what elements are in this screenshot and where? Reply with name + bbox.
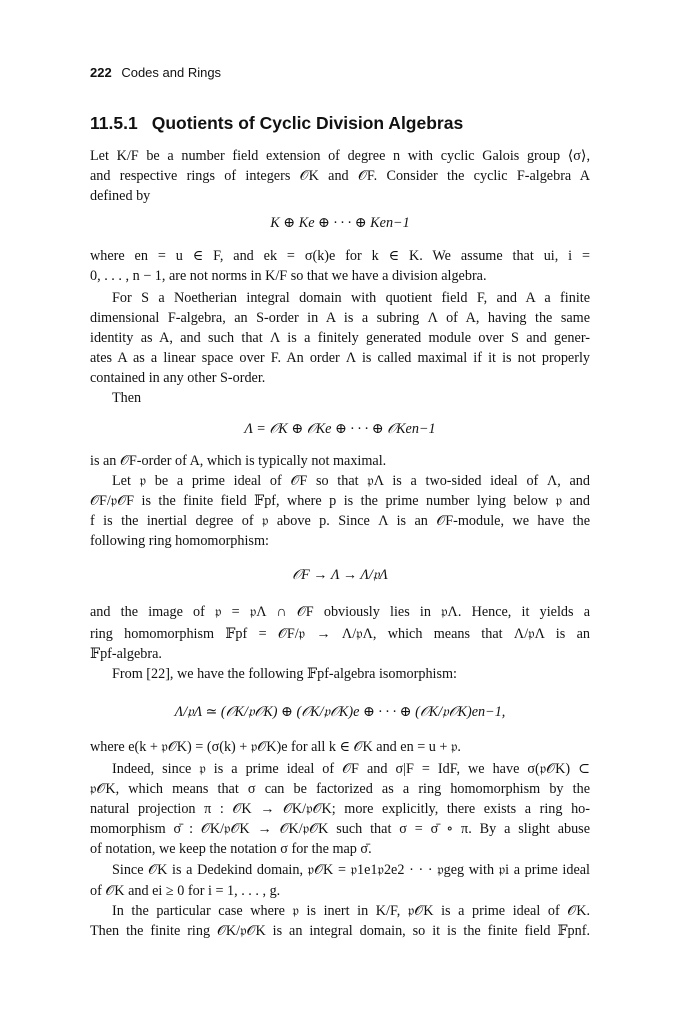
text-line: 0, . . . , n − 1, are not norms in K/F so that we have a division algebra. <box>90 268 487 284</box>
text-line: contained in any other S-order. <box>90 370 266 386</box>
text-line: Since 𝒪K is a Dedekind domain, 𝔭𝒪K = 𝔭1e1𝔭2e2 · · · 𝔭geg with 𝔭i a prime ideal <box>112 862 590 878</box>
text-line: and the image of 𝔭 = 𝔭Λ ∩ 𝒪F obviously lies in 𝔭Λ. Hence, it yields a <box>90 604 590 620</box>
text-line: Let 𝔭 be a prime ideal of 𝒪F so that 𝔭Λ is a two-sided ideal of Λ, and <box>112 473 590 489</box>
text-line: For S a Noetherian integral domain with quotient field F, and A a finite <box>112 290 590 306</box>
text-line: identity as A, and such that Λ is a finitely generated module over S and gener- <box>90 330 590 346</box>
text-line <box>90 665 590 683</box>
display-equation: K ⊕ Ke ⊕ · · · ⊕ Ken−1 <box>270 215 410 231</box>
text-line: natural projection π : 𝒪K → 𝒪K/𝔭𝒪K; more explicitly, there exists a ring ho- <box>90 801 590 817</box>
running-header <box>90 65 221 80</box>
text-line: following ring homomorphism: <box>90 533 269 549</box>
book-page <box>90 0 590 1024</box>
text-line: Then the finite ring 𝒪K/𝔭𝒪K is an integral domain, so it is the finite field 𝔽pnf. <box>90 923 590 939</box>
text-line: 𝔭𝒪K, which means that σ can be factorized as a ring homomorphism by the <box>90 781 590 797</box>
text-line: 𝒪F/𝔭𝒪F is the finite field 𝔽pf, where p is the prime number lying below 𝔭 and <box>90 493 590 509</box>
text-line: where en = u ∈ F, and ek = σ(k)e for k ∈ K. We assume that ui, i = <box>90 248 590 264</box>
text-line: Then <box>112 390 142 406</box>
text-line: 𝔽pf-algebra. <box>90 646 162 662</box>
page-number: 222 <box>90 65 112 80</box>
section-number: 11.5.1 <box>90 113 138 133</box>
text-line: Let K/F be a number field extension of degree n with cyclic Galois group ⟨σ⟩, <box>90 148 590 164</box>
text-line: momorphism σ̄ : 𝒪K/𝔭𝒪K → 𝒪K/𝔭𝒪K such that σ = σ̄ ∘ π. By a slight abuse <box>90 821 590 837</box>
section-heading <box>90 113 590 134</box>
section-title: Quotients of Cyclic Division Algebras <box>151 113 464 133</box>
text-line: ates A as a linear space over F. An order Λ is called maximal if it is not properly <box>90 350 590 366</box>
text-line: Indeed, since 𝔭 is a prime ideal of 𝒪F and σ|F = IdF, we have σ(𝔭𝒪K) ⊂ <box>112 761 590 777</box>
text-line: and respective rings of integers 𝒪K and 𝒪F. Consider the cyclic F-algebra A <box>90 168 590 184</box>
text-line: of notation, we keep the notation σ for the map σ̄. <box>90 841 372 857</box>
text-line: defined by <box>90 188 151 204</box>
display-equation: Λ = 𝒪K ⊕ 𝒪Ke ⊕ · · · ⊕ 𝒪Ken−1 <box>244 421 436 437</box>
text-line: of 𝒪K and ei ≥ 0 for i = 1, . . . , g. <box>90 883 281 899</box>
text-line-content: From [22], we have the following 𝔽pf-algebra isomorphism: <box>112 666 457 682</box>
display-equation: 𝒪F → Λ → Λ/𝔭Λ <box>292 567 388 583</box>
text-line: f is the inertial degree of 𝔭 above p. Since Λ is an 𝒪F-module, we have the <box>90 513 590 529</box>
text-line: where e(k + 𝔭𝒪K) = (σ(k) + 𝔭𝒪K)e for all k ∈ 𝒪K and en = u + 𝔭. <box>90 739 461 755</box>
text-line: dimensional F-algebra, an S-order in A is a subring Λ of A, having the same <box>90 310 590 326</box>
running-title: Codes and Rings <box>121 65 222 80</box>
display-equation: Λ/𝔭Λ ≃ (𝒪K/𝔭𝒪K) ⊕ (𝒪K/𝔭𝒪K)e ⊕ · · · ⊕ (𝒪K/𝔭𝒪K)en−1, <box>174 704 506 720</box>
text-line: In the particular case where 𝔭 is inert in K/F, 𝔭𝒪K is a prime ideal of 𝒪K. <box>112 903 590 919</box>
text-line: ring homomorphism 𝔽pf = 𝒪F/𝔭 → Λ/𝔭Λ, which means that Λ/𝔭Λ is an <box>90 626 590 642</box>
text-line: is an 𝒪F-order of A, which is typically not maximal. <box>90 453 387 469</box>
